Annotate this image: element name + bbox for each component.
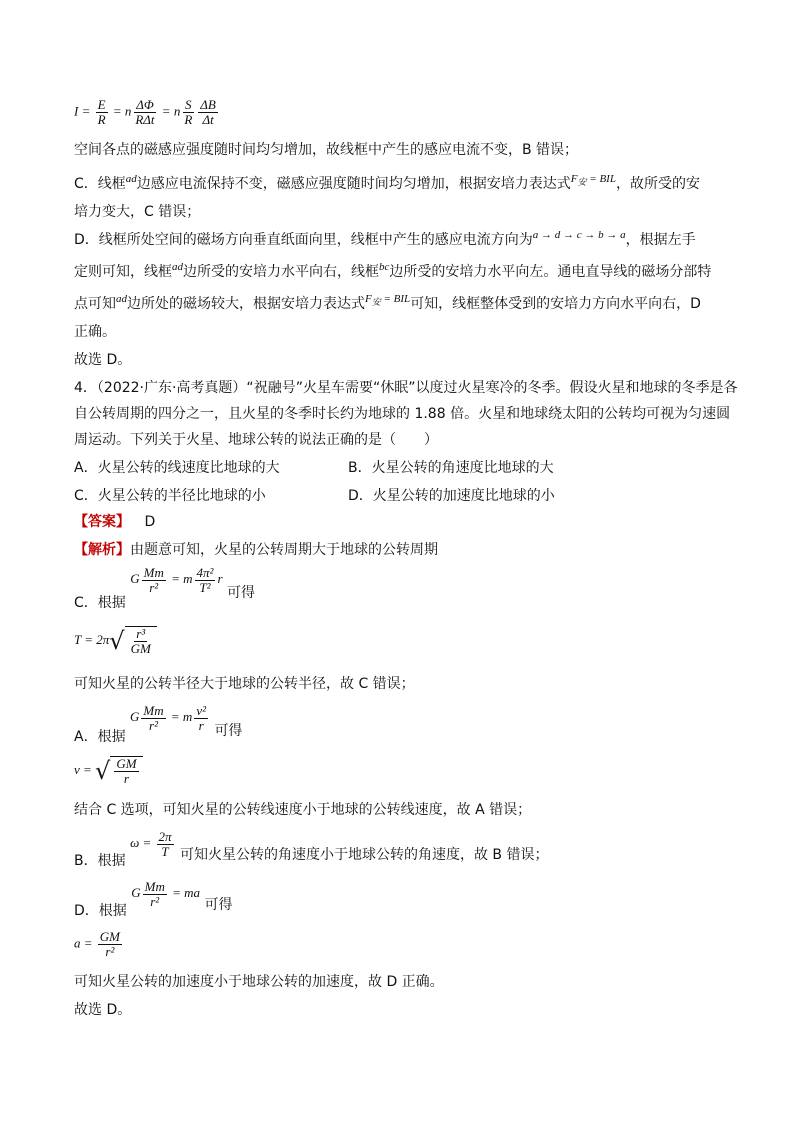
option-b: B．火星公转的角速度比地球的大 bbox=[348, 460, 554, 476]
option-d-line3: 点可知$^{ad}$边所处的磁场较大，根据安培力表达式$^{F_安 = BIL}$可知，线框整体受到的安培力方向水平向右，D bbox=[74, 293, 701, 312]
a-step: A．根据 G $\frac{Mm}{\text{r²}}$ = m $\frac{\text{v²}}{r}$ 可得 bbox=[74, 703, 243, 746]
text-line: 空间各点的磁感应强度随时间均匀增加，故线框中产生的感应电流不变，B 错误； bbox=[74, 142, 579, 158]
option-a: A．火星公转的线速度比地球的大 bbox=[74, 460, 280, 476]
d-conclusion: 可知火星公转的加速度小于地球公转的加速度，故 D 正确。 bbox=[74, 974, 444, 990]
q4-stem-3: 周运动。下列关于火星、地球公转的说法正确的是（ ） bbox=[74, 432, 438, 448]
option-d-line4: 正确。 bbox=[74, 324, 116, 340]
b-step: B．根据 ω = $\frac{2\pi}{T}$ 可知火星公转的角速度小于地球公转的角速度，故 B 错误； bbox=[74, 829, 549, 870]
option-d: D．火星公转的加速度比地球的小 bbox=[348, 488, 555, 504]
answer-label: 【答案】 bbox=[74, 514, 130, 530]
analysis-line: 【解析】由题意可知，火星的公转周期大于地球的公转周期 bbox=[74, 542, 438, 558]
choose-line: 故选 D。 bbox=[74, 352, 132, 368]
a-conclusion: 结合 C 选项，可知火星的公转线速度小于地球的公转线速度，故 A 错误； bbox=[74, 802, 532, 818]
q4-stem-2: 自公转周期的四分之一，且火星的冬季时长约为地球的 1.88 倍。火星和地球绕太阳的公转均可视为匀速圆 bbox=[74, 406, 731, 422]
analysis-label: 【解析】 bbox=[74, 542, 130, 558]
option-c: C．火星公转的半径比地球的小 bbox=[74, 488, 266, 504]
answer-value: D bbox=[144, 514, 156, 530]
option-c-line1: C．线框$^{ad}$边感应电流保持不变，磁感应强度随时间均匀增加，根据安培力表达式$^{F_安 = BIL}$，故所受的安 bbox=[74, 173, 700, 192]
option-d-line2: 定则可知，线框$^{ad}$边所受的安培力水平向右，线框$^{bc}$边所受的安培力水平向左。通电直导线的磁场分部特 bbox=[74, 261, 712, 280]
option-c-line2: 培力变大，C 错误； bbox=[74, 204, 201, 220]
d-step: D．根据 G $\frac{Mm}{\text{r²}}$ = ma 可得 bbox=[74, 879, 233, 920]
option-d-line1: D．线框所处空间的磁场方向垂直纸面向里，线框中产生的感应电流方向为$^{a \to d \to c \to b \to a}$，根据左手 bbox=[74, 229, 696, 248]
answer-line bbox=[74, 512, 155, 532]
c-step: C．根据 G $\frac{Mm}{\text{r²}}$ = m $\frac{\text{4π²}}{\text{T²}}$ r 可得 bbox=[74, 565, 255, 612]
choose-line-2: 故选 D。 bbox=[74, 1002, 132, 1018]
formula-period: T = 2π √ $\frac{\text{r³}}{GM}$ bbox=[74, 626, 157, 656]
formula-current: I = $\frac{E}{R}$ = n $\frac{\Delta\Phi}{\text{RΔt}}$ = n $\frac{S}{R}$ $\frac{\Delta B}{\Delta t}$ bbox=[74, 97, 216, 127]
formula-velocity: v = √ $\frac{GM}{r}$ bbox=[74, 756, 143, 786]
formula-acceleration: a = $\frac{GM}{\text{r²}}$ bbox=[74, 929, 120, 959]
c-conclusion: 可知火星的公转半径大于地球的公转半径，故 C 错误； bbox=[74, 676, 415, 692]
q4-stem-1: 4．（2022·广东·高考真题）“祝融号”火星车需要“休眠”以度过火星寒冷的冬季。假设火星和地球的冬季是各 bbox=[74, 380, 738, 396]
